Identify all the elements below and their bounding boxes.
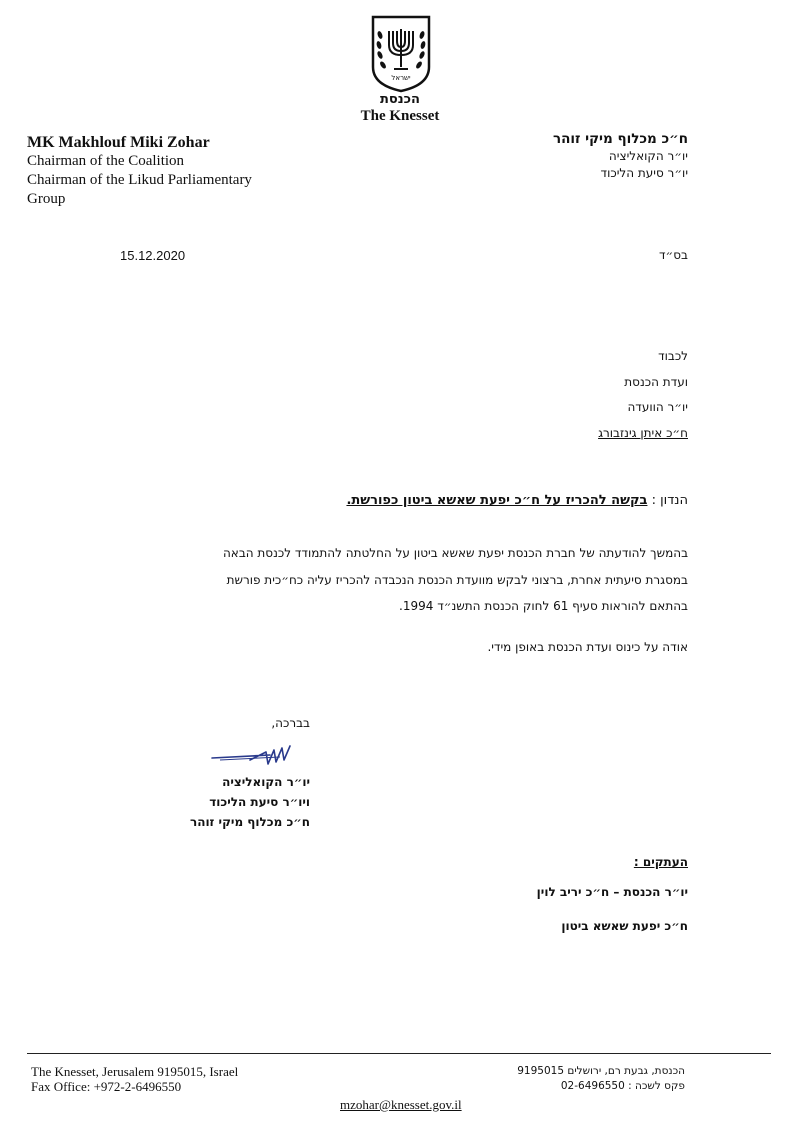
org-name-english: The Knesset (360, 108, 440, 124)
signatory-title-2: ויו״ר סיעת הליכוד (209, 795, 310, 809)
knesset-emblem-icon (370, 15, 432, 93)
regards-text: בברכה, (271, 716, 310, 730)
addressee-line-2: ועדת הכנסת (624, 374, 688, 389)
subject-text: בקשה להכריז על ח״כ יפעת שאשא ביטון כפורשת. (346, 493, 648, 508)
subject-label: הנדון : (651, 493, 688, 508)
subject-line (168, 493, 688, 508)
body-line-2: במסגרת סיעתית אחרת, ברצוני לבקש מוועדת הכנסת הנכבדה להכריז עליה כח״כית פורשת (226, 572, 688, 587)
footer-address-he: הכנסת, גבעת רם, ירושלים 9195015 (517, 1065, 685, 1077)
sender-hebrew (428, 131, 688, 182)
signature-icon (210, 738, 300, 770)
addressee-line-4: ח״כ איתן גינזבורג (598, 425, 688, 440)
signatory-title-1: יו״ר הקואליציה (222, 775, 310, 789)
sender-title-en-2: Chairman of the Likud Parliamentary (27, 172, 252, 188)
footer-hebrew (517, 1064, 685, 1094)
addressee-line-3: יו״ר הוועדה (627, 400, 688, 414)
body-paragraph (88, 540, 688, 620)
footer-divider (27, 1053, 771, 1054)
addressee-line-1: לכבוד (658, 349, 688, 363)
sender-title-en-1: Chairman of the Coalition (27, 153, 185, 169)
footer-fax-he: פקס לשכה : 02-6496550 (560, 1080, 685, 1092)
letter-date: 15.12.2020 (120, 248, 186, 263)
cc-item-1: יו״ר הכנסת – ח״כ יריב לוין (536, 885, 688, 899)
sender-english (27, 133, 297, 209)
footer-email-link[interactable]: mzohar@knesset.gov.il (340, 1097, 462, 1112)
signature-block (50, 772, 310, 832)
footer-english (31, 1064, 238, 1094)
cc-block (388, 855, 688, 953)
signatory-name: ח״כ מכלוף מיקי זוהר (189, 815, 310, 829)
emblem-text: ישראל (391, 74, 411, 82)
org-name-hebrew: הכנסת (380, 92, 420, 107)
cc-item-2: ח״כ יפעת שאשא ביטון (561, 919, 688, 933)
sender-name-he: ח״כ מכלוף מיקי זוהר (552, 131, 688, 147)
sender-name-en: MK Makhlouf Miki Zohar (27, 134, 210, 151)
sender-title-he-1: יו״ר הקואליציה (608, 149, 688, 163)
cc-heading: העתקים : (633, 855, 688, 869)
thanks-line: אודה על כינוס ועדת הכנסת באופן מידי. (487, 640, 688, 654)
footer-fax-en: Fax Office: +972-2-6496550 (31, 1079, 182, 1094)
bsd-mark: בס״ד (658, 248, 688, 262)
sender-title-en-3: Group (27, 191, 66, 207)
footer-address-en: The Knesset, Jerusalem 9195015, Israel (31, 1064, 239, 1079)
addressee-block (428, 344, 688, 446)
body-line-1: בהמשך להודעתה של חברת הכנסת יפעת שאשא ביטון על החלטתה להתמודד לכנסת הבאה (222, 546, 688, 560)
body-line-3: בהתאם להוראות סעיף 61 לחוק הכנסת התשנ״ד 1994. (399, 599, 688, 613)
sender-title-he-2: יו״ר סיעת הליכוד (600, 166, 688, 180)
